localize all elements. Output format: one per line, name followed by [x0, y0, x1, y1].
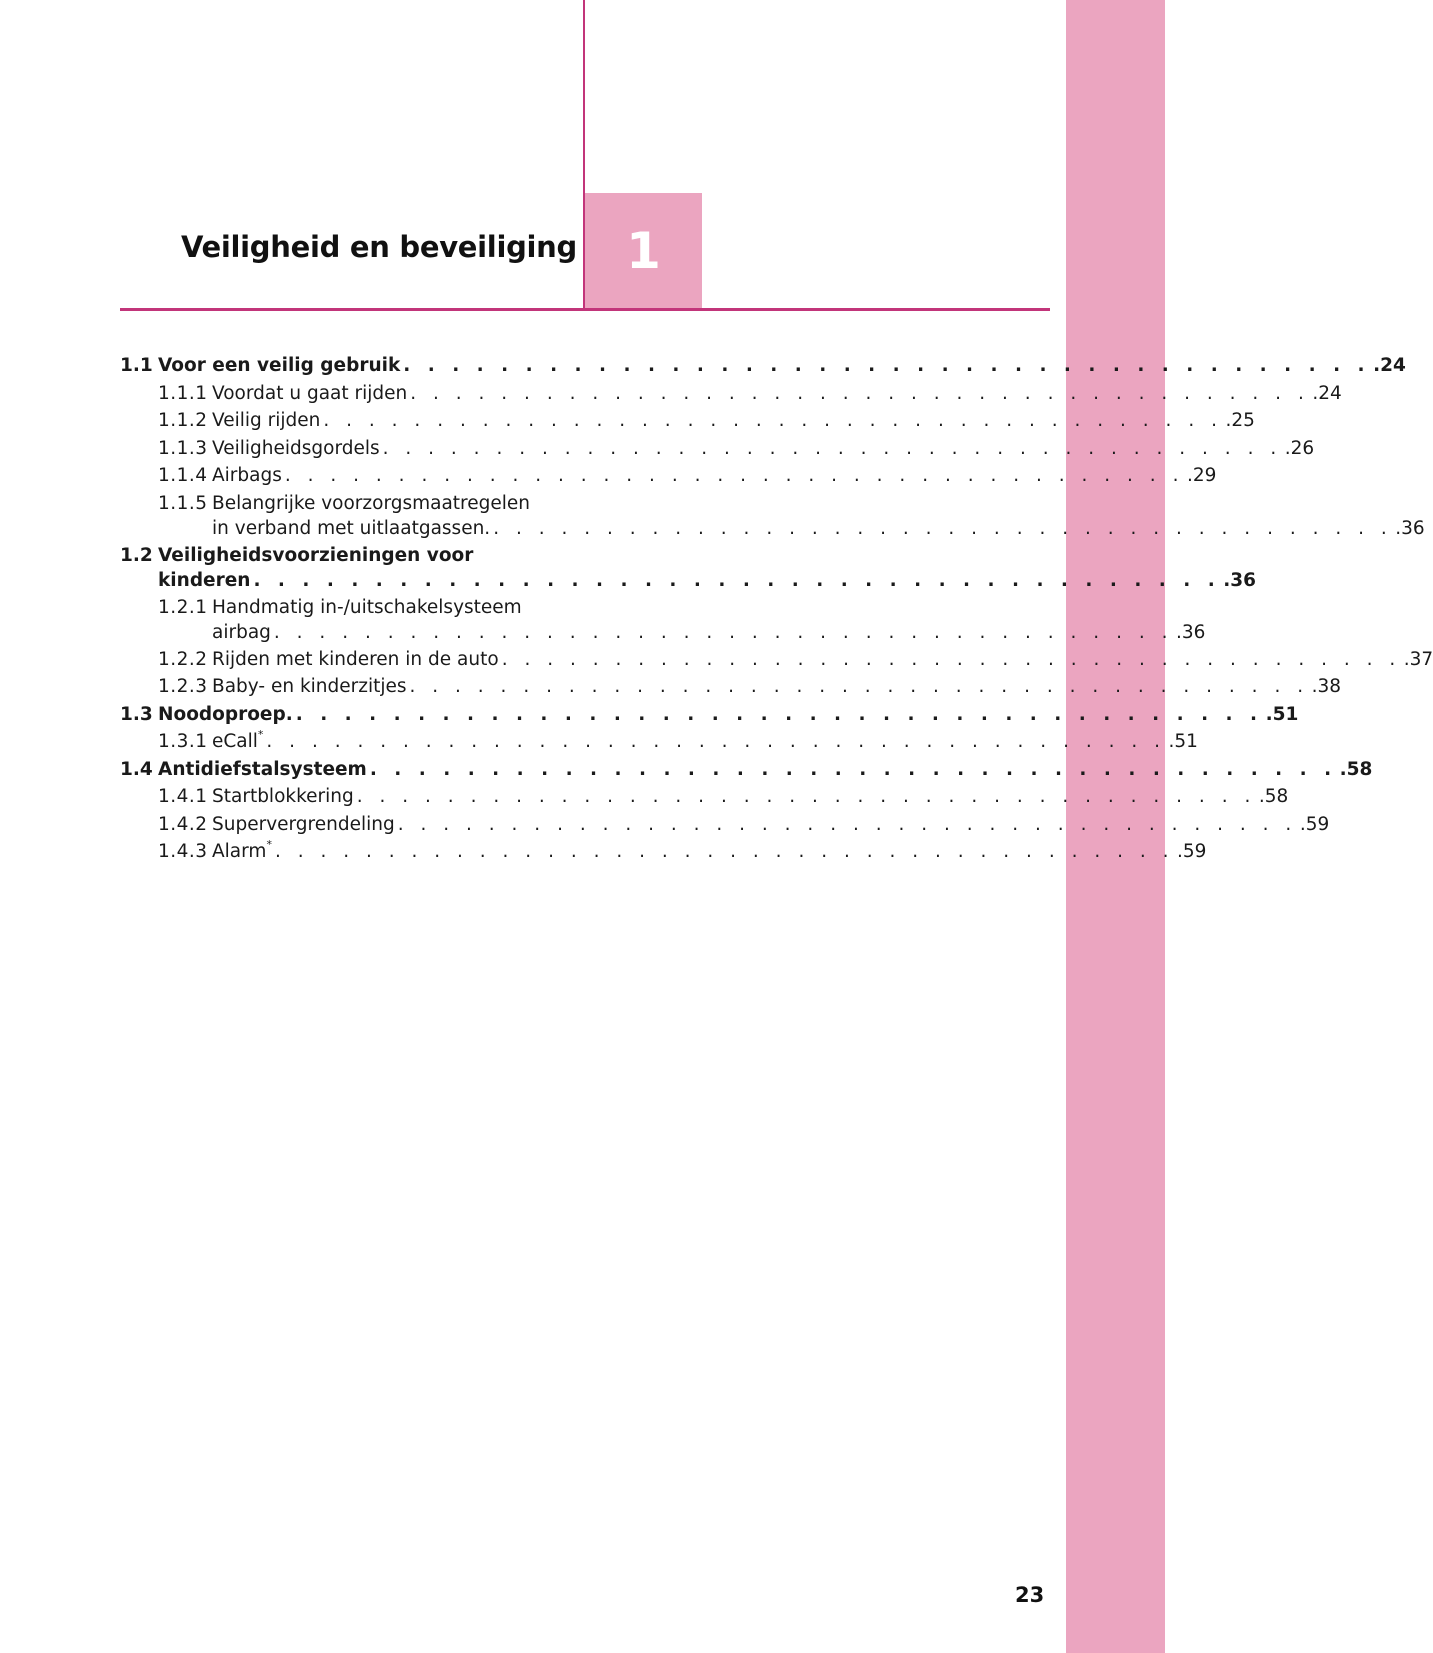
toc-entry-number: 1.2: [120, 544, 153, 566]
toc-entry-number: 1.1.5: [158, 492, 208, 514]
toc-entry[interactable]: [120, 407, 1255, 435]
page-number: 23: [1015, 1583, 1045, 1607]
toc-entry-page: .26: [1284, 437, 1315, 459]
toc-entry-page: .36: [1175, 621, 1206, 643]
toc-entry-page: .25: [1225, 410, 1255, 431]
dot-leader: . . . . . . . . . . . . . . . . . . . . . . . . . . . . . . . . . . . . . . . .: [273, 621, 1173, 643]
toc-entry-page: .59: [1177, 841, 1207, 862]
dot-leader: . . . . . . . . . . . . . . . . . . . . . . . . . . . . . . . . . . . . . . . .: [493, 517, 1393, 539]
toc-entry[interactable]: [120, 838, 1207, 866]
toc-entry-page: .58: [1258, 786, 1289, 807]
toc-entry[interactable]: [120, 673, 1342, 701]
toc-entry-title: Belangrijke voorzorgsmaatregelen: [212, 492, 531, 514]
toc-entry-number: 1.4.3: [158, 841, 208, 862]
toc-entry-title: Antidiefstalsysteem: [158, 758, 367, 780]
toc-entry-title: airbag: [212, 621, 271, 643]
toc-entry[interactable]: [120, 646, 1433, 674]
toc-entry-number: 1.2.1: [158, 596, 208, 618]
toc-entry-page: .58: [1339, 758, 1373, 780]
toc-entry-title: Handmatig in-/uitschakelsysteem: [212, 596, 522, 618]
toc-entry-page: .51: [1168, 731, 1198, 752]
toc-entry[interactable]: [120, 490, 1425, 542]
dot-leader: . . . . . . . . . . . . . . . . . . . . . . . . . . . . . . . . . . . . . . . .: [284, 465, 1184, 486]
dot-leader: . . . . . . . . . . . . . . . . . . . . . . . . . . . . . . . . . . . . . . . .: [295, 703, 1263, 725]
toc-entry[interactable]: [120, 352, 1406, 380]
toc-entry-number: 1.1.1: [158, 382, 208, 404]
dot-leader: . . . . . . . . . . . . . . . . . . . . . . . . . . . . . . . . . . . . . . . .: [403, 355, 1371, 376]
toc-entry-number: 1.3.1: [158, 731, 208, 752]
dot-leader: . . . . . . . . . . . . . . . . . . . . . . . . . . . . . . . . . . . . . . . .: [274, 841, 1175, 862]
toc-entry-title: Voordat u gaat rijden: [212, 382, 408, 404]
toc-entry[interactable]: [120, 462, 1217, 490]
toc-entry-number: 1.1: [120, 355, 153, 376]
toc-entry-title: Baby- en kinderzitjes: [212, 676, 407, 697]
toc-entry-number: 1.2.3: [158, 676, 208, 697]
toc-entry-page: .36: [1395, 517, 1425, 539]
toc-entry[interactable]: [120, 728, 1198, 756]
toc-entry-page: .51: [1265, 703, 1299, 725]
header-rule: [120, 308, 1050, 311]
dot-leader: . . . . . . . . . . . . . . . . . . . . . . . . . . . . . . . . . . . . . . . .: [323, 410, 1223, 431]
toc-entry-title: in verband met uitlaatgassen.: [212, 517, 491, 539]
toc-entry[interactable]: [120, 594, 1206, 646]
toc-entry-title: Rijden met kinderen in de auto: [212, 648, 499, 670]
toc-entry[interactable]: [120, 380, 1342, 408]
toc-entry-page: .36: [1223, 569, 1257, 591]
toc-entry-number: 1.4: [120, 758, 153, 780]
toc-entry-page: .24: [1312, 382, 1342, 404]
toc-entry[interactable]: [120, 701, 1299, 729]
toc-entry[interactable]: [120, 435, 1315, 463]
toc-entry-number: 1.2.2: [158, 648, 208, 670]
toc-entry-number: 1.3: [120, 703, 153, 725]
toc-entry-title: Alarm: [212, 841, 267, 862]
footnote-marker: *: [266, 838, 272, 851]
toc-entry-title: Veilig rijden: [212, 410, 321, 431]
dot-leader: . . . . . . . . . . . . . . . . . . . . . . . . . . . . . . . . . . . . . . . .: [501, 648, 1401, 670]
toc-entry[interactable]: [120, 756, 1373, 784]
chapter-title: Veiligheid en beveiliging: [180, 230, 577, 264]
toc-entry-title: Noodoproep.: [158, 703, 293, 725]
toc-entry-title: Voor een veilig gebruik: [158, 355, 401, 376]
toc-entry-title: Airbags: [212, 465, 282, 486]
dot-leader: . . . . . . . . . . . . . . . . . . . . . . . . . . . . . . . . . . . . . . . .: [253, 569, 1221, 591]
toc-entry-number: 1.4.2: [158, 813, 208, 835]
toc-entry-number: 1.1.3: [158, 437, 208, 459]
toc-entry-title: Veiligheidsvoorzieningen voor: [158, 544, 474, 566]
table-of-contents: [120, 352, 1433, 866]
toc-entry-title: Veiligheidsgordels: [212, 437, 380, 459]
chapter-number: 1: [626, 221, 661, 280]
toc-entry-number: 1.1.4: [158, 465, 208, 486]
toc-entry-title: kinderen: [158, 569, 251, 591]
toc-entry-page: .29: [1186, 465, 1217, 486]
toc-entry-page: .59: [1299, 813, 1330, 835]
toc-entry-title: eCall: [212, 731, 258, 752]
toc-entry-page: .24: [1373, 355, 1406, 376]
dot-leader: . . . . . . . . . . . . . . . . . . . . . . . . . . . . . . . . . . . . . . . .: [382, 437, 1282, 459]
toc-entry-number: 1.4.1: [158, 786, 208, 807]
dot-leader: . . . . . . . . . . . . . . . . . . . . . . . . . . . . . . . . . . . . . . . .: [369, 758, 1337, 780]
dot-leader: . . . . . . . . . . . . . . . . . . . . . . . . . . . . . . . . . . . . . . . .: [409, 676, 1309, 697]
dot-leader: . . . . . . . . . . . . . . . . . . . . . . . . . . . . . . . . . . . . . . . .: [266, 731, 1166, 752]
footnote-marker: *: [257, 728, 264, 741]
toc-entry-page: .38: [1311, 676, 1342, 697]
dot-leader: . . . . . . . . . . . . . . . . . . . . . . . . . . . . . . . . . . . . . . . .: [356, 786, 1256, 807]
toc-entry[interactable]: [120, 783, 1289, 811]
toc-entry-page: .37: [1403, 648, 1433, 670]
chapter-number-box: [585, 193, 702, 308]
toc-entry[interactable]: [120, 542, 1257, 594]
toc-entry-number: 1.1.2: [158, 410, 208, 431]
dot-leader: . . . . . . . . . . . . . . . . . . . . . . . . . . . . . . . . . . . . . . . .: [410, 382, 1310, 404]
toc-entry-title: Supervergrendeling: [212, 813, 395, 835]
dot-leader: . . . . . . . . . . . . . . . . . . . . . . . . . . . . . . . . . . . . . . . .: [397, 813, 1297, 835]
toc-entry[interactable]: [120, 811, 1330, 839]
toc-entry-title: Startblokkering: [212, 786, 354, 807]
